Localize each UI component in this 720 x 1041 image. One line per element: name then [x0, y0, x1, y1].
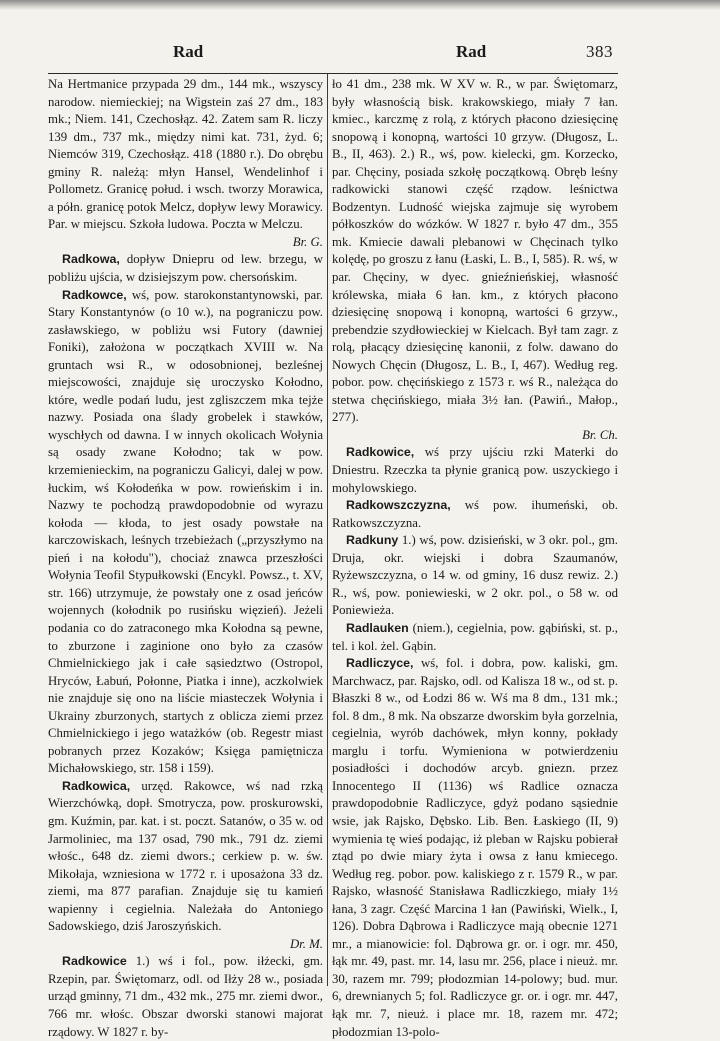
- entry-text: (niem.), cegielnia, pow. gąbiński, st. p., tel. i kol. żel. Gąbin.: [332, 620, 618, 653]
- continued-text: Na Hertmanice przypada 29 dm., 144 mk., wszyscy narodow. niemieckiej; na Wigstein zaś 27 dm., 183 mk.; Niem. 141, Czechosłąz. 42. Zatem sam R. liczy 139 dm., 737 mk., między nimi kat. 731, żyd. 6; Niemców 319, Czechosłąz. 418 (1880 r.). Do obrębu gminy R. należą: młyn Hansel, Wendelinhof i Pollometz. Granicę połud. i wsch. tworzy Morawica, a półn. granicę potok Melcz, dopływ lewy Morawicy. Par. w miejscu. Szkoła ludowa. Poczta w Melczu.: [48, 77, 323, 232]
- author-signature: Br. G.: [292, 234, 323, 249]
- dictionary-entry: [48, 287, 323, 778]
- continued-text: ło 41 dm., 238 mk. W XV w. R., w par. Świętomarz, były własnością bisk. krakowskiego, miały 7 łan. kmiec., karczmę z rolą, z których płacono dziesięcinę snopową i konopną, wartości 10 grzyw. (Długosz, L. B., II, 463). 2.) R., wś, pow. kielecki, gm. Korzecko, par. Chęciny, posiada szkołę początkową. Obręb leśny radkowicki stanowi część rządow. leśnictwa Bodzentyn. Ludność wiejska zajmuje się wyrobem półkoszków do wózków. W 1827 r. było 47 dm., 355 mk. Kmiecie dawali plebanowi w Chęcinach tylko kolędę, po groszu z łanu (Łaski, L. B., I, 585). R. wś, w par. Chęciny, w dyec. gnieźnieńskiej, własność królewska, miała 6 łan. km., z których płacono dziesięcinę snopową i konopną, wartości 6 grzyw., prebendzie szydłowieckiej w Kielcach. Był tam zagr. z rolą, płacący dziesięcinę kanonii, z folw. dawano do Nowych Chęcin (Długosz, L. B., I, 467). Według reg. pobor. pow. chęcińskiego z 1573 r. wś R., należąca do stetwa chęcińskiego, miała 3½ łan. (Pawiń., Małop., 277).: [332, 77, 618, 425]
- dictionary-entry: [332, 655, 618, 1041]
- entry-text: dopływ Dniepru od lew. brzegu, w pobliżu ujścia, w dzisiejszym pow. chersońskim.: [48, 252, 323, 285]
- dictionary-entry: [48, 251, 323, 286]
- column-divider: [327, 74, 328, 986]
- header-rule: [48, 73, 618, 74]
- entry-headword: Radlauken: [346, 620, 409, 635]
- dictionary-entry: [332, 620, 618, 655]
- page-number: 383: [586, 42, 613, 61]
- entry-headword: Radkowce,: [62, 287, 127, 302]
- entry-headword: Radkuny: [346, 533, 399, 548]
- entry-headword: Radkowszczyzna,: [346, 498, 451, 513]
- entry-headword: Radkowice: [62, 954, 127, 969]
- dictionary-entry: [332, 497, 618, 532]
- dictionary-entry: [332, 532, 618, 620]
- running-head-left: Rad: [173, 42, 204, 61]
- entry-text: wś pow. ihumeński, ob. Ratkowszczyzna.: [332, 498, 618, 530]
- entry-text: wś, pow. starokonstantynowski, par. Stary Konstantynów (o 10 w.), na pograniczu pow. zasławskiego, w pobliżu wsi Futory (dawniej Foniki), założona w początkach XVIII w. Na gruntach wsi R., w odosobnionej, bezleśnej miejscowości, znajduje się uroczysko Kołodno, które, wedle podań ludu, jest zgliszczem mka tejże nazwy. Posiada ona ślady grobelek i stawków, wyschłych od dawna. I w innych okolicach Wołynia są osady zwane Kołodno; tak w pow. krzemienieckim, na pograniczu Galicyi, dalej w pow. łuckim, wś Kołodeńka w pow. rowieńskim i in. Nazwy te pochodzą prawdopodobnie od wyrazu kołoda — kłoda, to jest osady powstałe na karczowiskach, leśnych trzebieżach („przyszłymo na pień i na kołodu"), chociaż znawca przeszłości Wołynia Teofil Stypułkowski (Encykl. Powsz., t. XV, str. 166) utrzymuje, że powstały one z osad jeńców wojennych (kołodnik po rusińsku więzień). Jeżeli podania co do zatraconego mka Kołodna są pewne, to zburzone i zaginione ono było za czasów Chmielnickiego jak i całe sąsiedztwo (Ostropol, Hryców, Łabuń, Połonne, Piatka i inne), aczkolwiek nie znajduje się ono na liście miasteczek Wołynia i Ukrainy zburzonych, startych z oblicza ziemi przez Chmielnickiego i jego watażków (ob. Regestr miast pobranych przez Kozaków; Księga pamiętnicza Michałowskiego, str. 158 i 159).: [48, 287, 323, 776]
- page-header: [0, 42, 720, 68]
- entry-text: wś przy ujściu rzki Materki do Dniestru. Rzeczka ta płynie granicą pow. uszyckiego i mohylowskiego.: [332, 445, 618, 495]
- entry-headword: Radkowa,: [62, 252, 120, 267]
- entry-headword: Radkowice,: [346, 445, 415, 460]
- entry-headword: Radliczyce,: [346, 656, 414, 671]
- entry-text: 1.) wś i fol., pow. iłżecki, gm. Rzepin, par. Świętomarz, odl. od Iłży 28 w., posiada urząd gminny, 71 dm., 432 mk., 275 mr. ziemi dwor., 766 mr. włośc. Obszar dworski stanowi majorat rządowy. W 1827 r. by-: [48, 954, 323, 1039]
- author-signature: Br. Ch.: [582, 427, 618, 442]
- entry-text: 1.) wś, pow. dzisieński, w 3 okr. pol., gm. Druja, okr. wiejski i dobra Szaumanów, Ryżewszczyzna, o 14 w. od gminy, 16 dusz rewiz. 2.) R., wś, pow. poniewieski, w 2 okr. pol., o 58 w. od Poniewieża.: [332, 533, 618, 618]
- right-column: [332, 76, 618, 1041]
- left-column: [48, 76, 323, 1041]
- entry-headword: Radkowica,: [62, 778, 131, 793]
- scan-edge: [0, 0, 720, 10]
- entry-text: urzęd. Rakowce, wś nad rzką Wierzchówką, dopł. Smotrycza, pow. proskurowski, gm. Kuźmin, par. kat. i st. poczt. Satanów, o 35 w. od Jarmoliniec, ma 137 osad, 790 mk., 791 dz. ziemi włośc., 648 dz. ziemi dwors.; cerkiew p. w. św. Mikołaja, wzniesiona w 1772 r. i uposażona 33 dz. ziemi, ma 877 parafian. Znajduje się tu kamień wapienny i cegielnia. Należała do Antoniego Sadowskiego, dziś Jaroszyńskich.: [48, 778, 323, 934]
- dictionary-entry: [332, 444, 618, 497]
- dictionary-entry: [48, 778, 323, 936]
- running-head-right: Rad: [456, 42, 487, 61]
- author-signature: Dr. M.: [289, 936, 323, 951]
- entry-text: wś, fol. i dobra, pow. kaliski, gm. Marchwacz, par. Rajsko, odl. od Kalisza 18 w., od st. p. Błaszki 8 w., od Łodzi 86 w. Wś ma 8 dm., 131 mk.; fol. 8 dm., 8 mk. Na obszarze dworskim była gorzelnia, cegielnia, wyrób dachówek, młyn konny, pokłady marglu i torfu. Wymieniona w potwierdzeniu posiadłości i dochodów arcyb. gniezn. przez Innocentego II (1136) wś Radlice oznacza prawdopodobnie Radliczyce, gdyż podano sąsiednie wsie, jak Rajsko, Dębsko. Lib. Ben. Łaskiego (II, 9) wymienia tę wieś podając, iż pleban w Rajsku pobierał ztąd po dwie miary żyta i owsa z łanu kmiecego. Według reg. pobor. pow. kaliskiego z r. 1579 R., w par. Rajsko, własność Stanisława Radliczkiego, miały 1½ łana, 3 zagr. Część Marcina 1 łan (Pawiński, Wielk., I, 126). Dobra Dąbrowa i Radliczyce mają obecnie 1271 mr., a mianowicie: fol. Dąbrowa gr. or. i ogr. mr. 450, łąk mr. 49, past. mr. 14, lasu mr. 256, place i nieuż. mr. 30, razem mr. 799; płodozmian 14-polowy; bud. mur. 6, drewnianych 5; fol. Radliczyce gr. or. i ogr. mr. 447, łąk mr. 7, nieuż. i place mr. 18, razem mr. 472; płodozmian 13-polo-: [332, 656, 618, 1039]
- dictionary-entry: [48, 953, 323, 1041]
